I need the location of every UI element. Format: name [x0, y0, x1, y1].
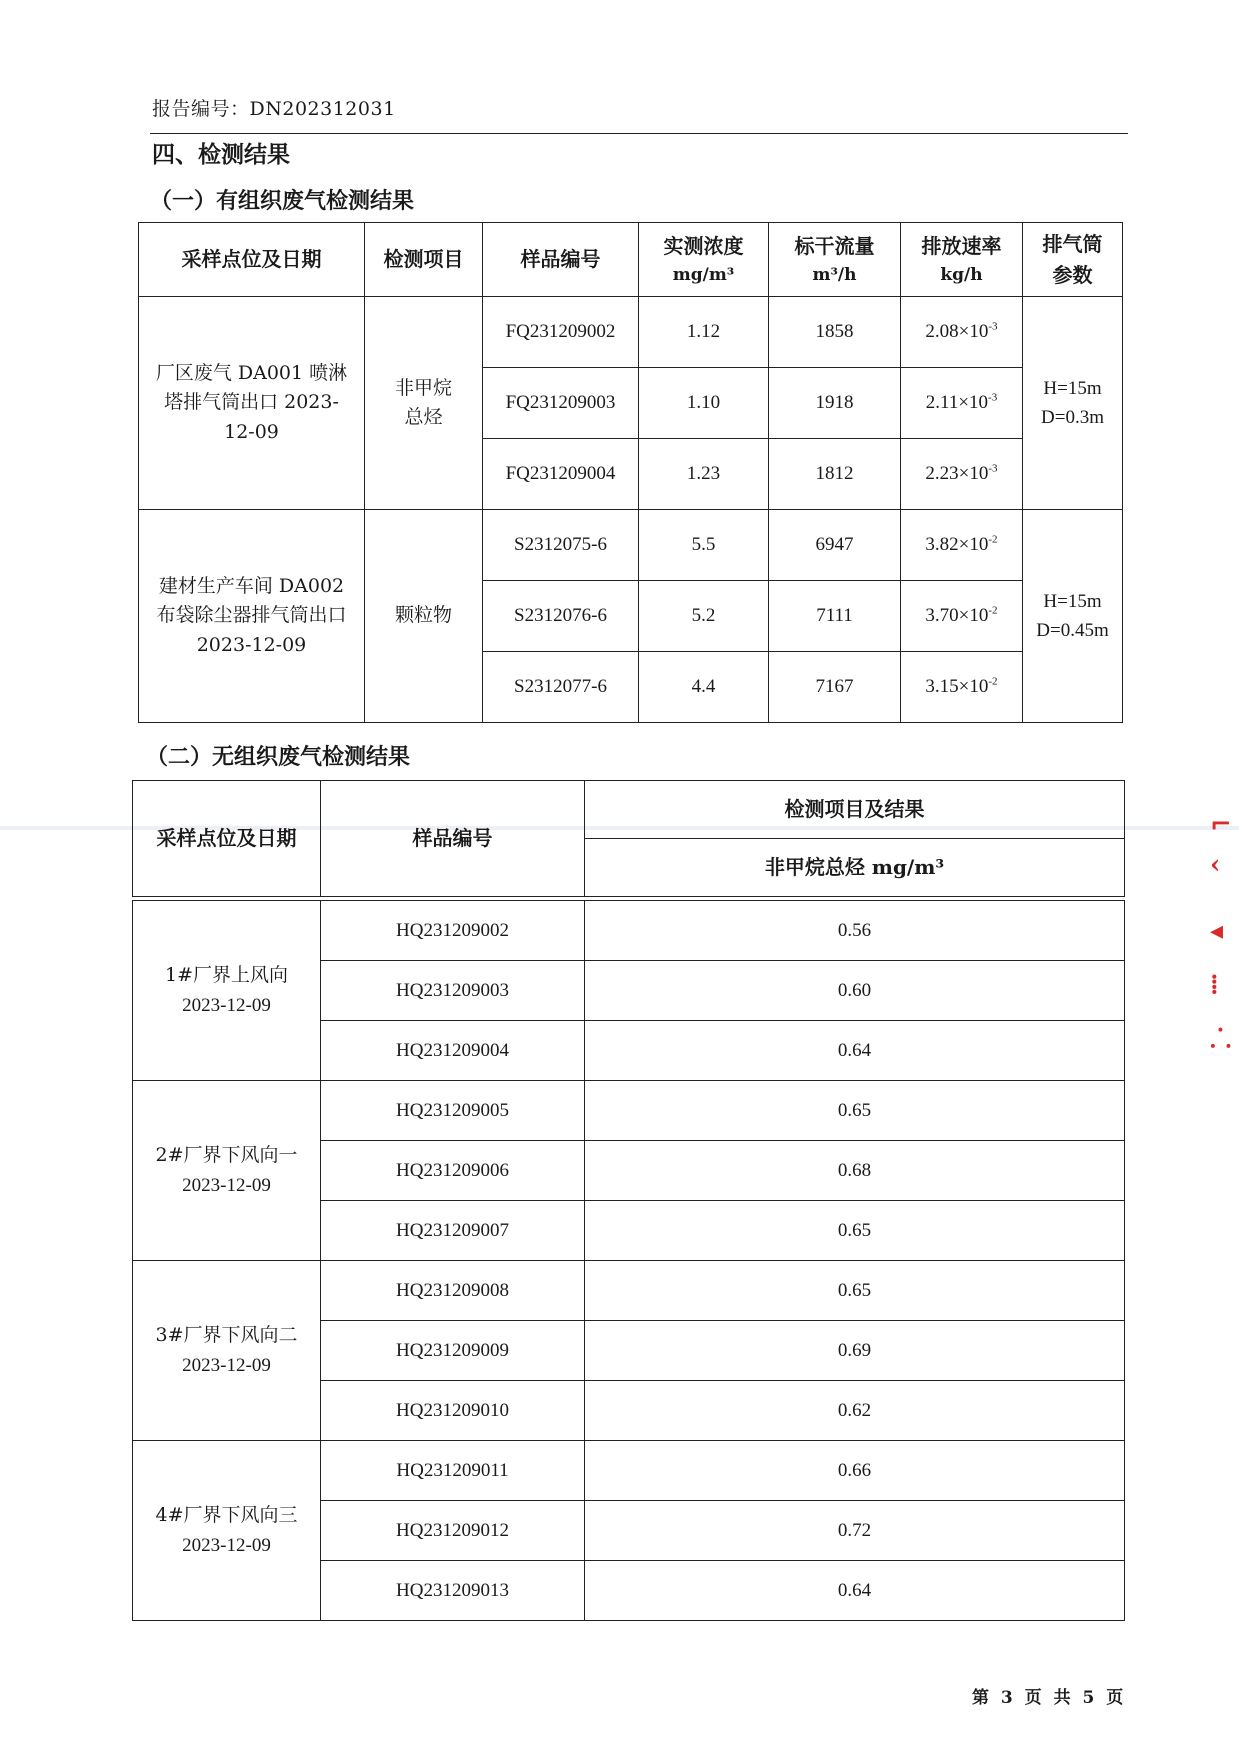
table-row	[139, 510, 1123, 581]
sample-cell: S2312077-6	[483, 652, 639, 723]
sample-cell: HQ231209004	[321, 1021, 585, 1081]
value-cell: 0.60	[585, 961, 1125, 1021]
header-sample: 样品编号	[321, 781, 585, 897]
rate-base: 2.23×10	[925, 463, 989, 485]
header-items: 检测项目及结果	[585, 781, 1125, 839]
value-cell: 0.65	[585, 1081, 1125, 1141]
header-rate-unit: kg/h	[940, 264, 983, 285]
value-cell: 0.64	[585, 1021, 1125, 1081]
sample-cell: S2312075-6	[483, 510, 639, 581]
header-rate	[901, 223, 1023, 297]
seal-fragment-icon: ⌐	[1210, 810, 1232, 840]
location-cell	[133, 901, 321, 1081]
concentration-cell: 4.4	[639, 652, 769, 723]
table-header-row	[133, 781, 1125, 839]
value-cell: 0.65	[585, 1201, 1125, 1261]
rate-exponent: -2	[988, 604, 998, 617]
concentration-cell: 1.12	[639, 297, 769, 368]
value-cell: 0.65	[585, 1261, 1125, 1321]
header-item: 检测项目	[365, 223, 483, 297]
location-cell	[133, 1441, 321, 1621]
sample-cell: HQ231209012	[321, 1501, 585, 1561]
flow-cell: 6947	[769, 510, 901, 581]
organized-title: （一）有组织废气检测结果	[150, 188, 415, 214]
header-flow	[769, 223, 901, 297]
header-concentration-unit: mg/m³	[672, 264, 735, 285]
sample-cell: FQ231209002	[483, 297, 639, 368]
concentration-cell: 5.5	[639, 510, 769, 581]
concentration-cell: 1.23	[639, 439, 769, 510]
table-header-row	[139, 223, 1123, 297]
item-cell: 非甲烷总烃	[365, 297, 483, 510]
header-sample: 样品编号	[483, 223, 639, 297]
seal-fragment-icon: ‹	[1210, 850, 1221, 880]
stack-diameter: D=0.3m	[1041, 407, 1104, 428]
organized-emission-table	[138, 222, 1123, 723]
rate-base: 3.82×10	[925, 534, 989, 556]
rate-cell	[901, 510, 1023, 581]
concentration-cell: 5.2	[639, 581, 769, 652]
seal-fragment-icon: ⁞	[1210, 970, 1219, 1000]
header-stack	[1023, 223, 1123, 297]
rate-cell	[901, 581, 1023, 652]
rate-cell	[901, 439, 1023, 510]
rate-exponent: -2	[988, 675, 998, 688]
header-location: 采样点位及日期	[133, 781, 321, 897]
sample-cell: HQ231209009	[321, 1321, 585, 1381]
seal-fragment-icon: ⸫	[1210, 1024, 1232, 1054]
sample-cell: HQ231209013	[321, 1561, 585, 1621]
flow-cell: 1918	[769, 368, 901, 439]
location-cell: 厂区废气 DA001 喷淋塔排气筒出口 2023-12-09	[139, 297, 365, 510]
rate-base: 3.15×10	[925, 676, 989, 698]
rate-base: 2.08×10	[925, 321, 989, 343]
unorganized-emission-table	[132, 780, 1125, 897]
flow-cell: 1858	[769, 297, 901, 368]
header-stack-line1: 排气筒	[1042, 231, 1103, 256]
table-row	[139, 297, 1123, 368]
location-date: 2023-12-09	[182, 1534, 271, 1556]
header-location: 采样点位及日期	[139, 223, 365, 297]
header-nmhc: 非甲烷总烃 mg/m³	[585, 839, 1125, 897]
sample-cell: HQ231209002	[321, 901, 585, 961]
location-name: 1#厂界上风向	[164, 964, 288, 987]
header-flow-label: 标干流量	[794, 233, 875, 258]
table-row	[133, 901, 1125, 961]
value-cell: 0.66	[585, 1441, 1125, 1501]
location-cell	[133, 1261, 321, 1441]
item-cell: 颗粒物	[365, 510, 483, 723]
sample-cell: HQ231209008	[321, 1261, 585, 1321]
header-rule	[150, 133, 1128, 134]
sample-cell: HQ231209005	[321, 1081, 585, 1141]
flow-cell: 1812	[769, 439, 901, 510]
report-number: 报告编号：DN202312031	[152, 98, 396, 120]
rate-cell	[901, 297, 1023, 368]
sample-cell: S2312076-6	[483, 581, 639, 652]
header-concentration	[639, 223, 769, 297]
sample-cell: FQ231209004	[483, 439, 639, 510]
flow-cell: 7167	[769, 652, 901, 723]
unorganized-emission-table-body	[132, 900, 1125, 1621]
table-row	[133, 1441, 1125, 1501]
location-name: 3#厂界下风向二	[155, 1324, 298, 1347]
seal-fragment-icon: ◂	[1210, 916, 1224, 946]
location-date: 2023-12-09	[182, 994, 271, 1016]
rate-exponent: -2	[988, 533, 998, 546]
section-title: 四、检测结果	[152, 141, 290, 168]
location-date: 2023-12-09	[182, 1354, 271, 1376]
location-cell: 建材生产车间 DA002 布袋除尘器排气筒出口 2023-12-09	[139, 510, 365, 723]
header-stack-line2: 参数	[1052, 262, 1093, 287]
value-cell: 0.72	[585, 1501, 1125, 1561]
value-cell: 0.68	[585, 1141, 1125, 1201]
stack-diameter: D=0.45m	[1036, 620, 1109, 641]
table-row	[133, 1261, 1125, 1321]
location-name: 2#厂界下风向一	[155, 1144, 298, 1167]
rate-cell	[901, 368, 1023, 439]
rate-exponent: -3	[988, 320, 998, 333]
stack-height: H=15m	[1043, 590, 1102, 612]
location-cell	[133, 1081, 321, 1261]
rate-cell	[901, 652, 1023, 723]
sample-cell: HQ231209010	[321, 1381, 585, 1441]
sample-cell: FQ231209003	[483, 368, 639, 439]
rate-exponent: -3	[988, 462, 998, 475]
value-cell: 0.64	[585, 1561, 1125, 1621]
header-rate-label: 排放速率	[921, 233, 1002, 258]
location-name: 4#厂界下风向三	[155, 1504, 298, 1527]
header-concentration-label: 实测浓度	[663, 233, 744, 258]
flow-cell: 7111	[769, 581, 901, 652]
value-cell: 0.69	[585, 1321, 1125, 1381]
stack-height: H=15m	[1043, 377, 1102, 399]
sample-cell: HQ231209007	[321, 1201, 585, 1261]
page-number: 第 3 页 共 5 页	[972, 1688, 1124, 1708]
sample-cell: HQ231209006	[321, 1141, 585, 1201]
table-row	[133, 1081, 1125, 1141]
stack-cell	[1023, 510, 1123, 723]
sample-cell: HQ231209011	[321, 1441, 585, 1501]
value-cell: 0.62	[585, 1381, 1125, 1441]
sample-cell: HQ231209003	[321, 961, 585, 1021]
header-flow-unit: m³/h	[812, 264, 857, 285]
rate-base: 3.70×10	[925, 605, 989, 627]
location-date: 2023-12-09	[182, 1174, 271, 1196]
concentration-cell: 1.10	[639, 368, 769, 439]
value-cell: 0.56	[585, 901, 1125, 961]
rate-exponent: -3	[988, 391, 998, 404]
stack-cell	[1023, 297, 1123, 510]
unorganized-title: （二）无组织废气检测结果	[146, 744, 411, 770]
rate-base: 2.11×10	[925, 392, 989, 414]
